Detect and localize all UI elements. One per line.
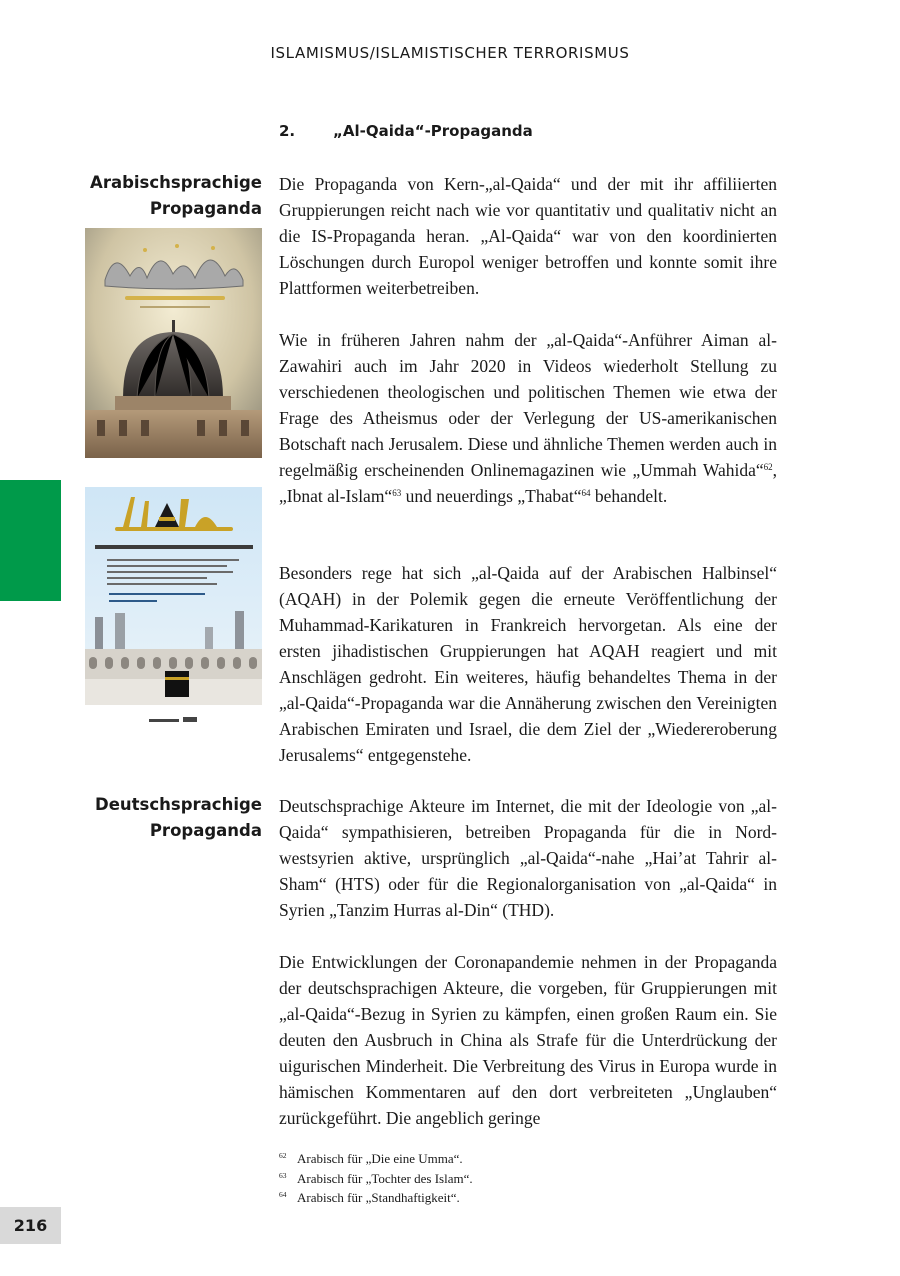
page-number: 216: [0, 1207, 61, 1244]
paragraph-4: Deutschsprachige Akteure im Internet, die mit der Ideologie von „al-Qaida“ sympathisieren, betreiben Propaganda für die in Nordwestsyrien aktive, ursprünglich „al-Qaida“-nahe „Hai’at Tahrir al-Sham“ (HTS) oder für die Regionalorganisation von „al-Qaida“ in Syrien „Tanzim Hurras al-Din“ (THD).: [279, 796, 777, 920]
footnote-64: $^{64}$ Arabisch für „Standhaftigkeit“.: [279, 1190, 460, 1205]
paragraph-1: Die Propaganda von Kern-„al-Qaida“ und der mit ihr affiliierten Gruppierungen reicht nach wie vor quantitativ und qualitativ nicht an die IS-Propaganda heran. „Al-Qaida“ war von den koordinierten Löschungen durch Europol weniger betroffen und konnte somit ihre Plattformen weiterbetreiben.: [279, 174, 777, 298]
side-label-arabic: [60, 170, 262, 222]
footnote-62-text: Arabisch für „Die eine Umma“.: [297, 1151, 463, 1166]
chapter-tab-marker: [0, 480, 61, 601]
paragraph-2-mid2: und neuerdings „Thabat“: [401, 486, 582, 506]
footnote-63: $^{63}$ Arabisch für „Tochter des Islam“.: [279, 1170, 473, 1186]
section-number: 2.: [279, 122, 296, 140]
footnote-ref-62[interactable]: 62: [763, 462, 773, 472]
side-label-german-line2: Propaganda: [149, 821, 262, 840]
paragraph-5: Die Entwicklungen der Coronapandemie nehmen in der Propaganda der deutschsprachigen Akteure, die vorgeben, für Gruppierungen mit „al-Qaida“-Bezug in Syrien zu kämpfen, einen großen Raum ein. Sie deuten den Ausbruch in China als Strafe für die Unterdrückung der uigurischen Minderheit. Die Verbreitung des Virus in Europa wurde in hämischen Kommentaren auf den dort verbreiteten „Unglauben“ zurückgeführt. Die angeblich geringe: [279, 952, 777, 1128]
paragraph-2: [279, 327, 777, 509]
paragraph-2-mid1: , „Ibnat al-Islam“: [279, 460, 777, 506]
side-label-german: [60, 792, 262, 844]
footnote-64-text: Arabisch für „Standhaftigkeit“.: [297, 1190, 460, 1205]
footnote-63-text: Arabisch für „Tochter des Islam“.: [297, 1170, 473, 1186]
side-label-arabic-line2: Propaganda: [149, 199, 262, 218]
side-label-arabic-line1: Arabischsprachige: [90, 173, 262, 192]
side-label-german-line1: Deutschsprachige: [95, 795, 262, 814]
footnote-ref-63[interactable]: 63: [392, 488, 402, 498]
footnotes: [279, 1149, 777, 1208]
paragraph-2-end: behandelt.: [590, 486, 668, 506]
footnote-62: $^{62}$ Arabisch für „Die eine Umma“.: [279, 1151, 463, 1166]
magazine-cover-dome-of-the-rock: [85, 228, 262, 458]
magazine-cover-kaaba: [85, 487, 262, 735]
paragraph-2-main: Wie in früheren Jahren nahm der „al-Qaida“-Anführer Aiman al-Zawahiri auch im Jahr 2020 in Videos wiederholt Stellung zu verschiedenen theologischen und politischen Themen wie etwa der Frage des Atheismus oder der Verlegung der US-amerikanischen Botschaft nach Jerusalem. Diese und ähnliche Themen werden auch in regelmäßig erscheinenden Onlinemagazinen wie „Ummah Wahida“: [279, 330, 777, 480]
kaaba-cover-illustration: [85, 487, 262, 735]
footnote-ref-64[interactable]: 64: [581, 488, 591, 498]
paragraph-3: Besonders rege hat sich „al-Qaida auf der Arabischen Halbinsel“ (AQAH) in der Polemik gegen die erneute Veröffentlichung der Muhammad-Karikaturen in Frankreich hervorgetan. Als eine der ersten jihadistischen Gruppierungen hat AQAH reagiert und mit Anschlägen gedroht. Ein weiteres, häufig behandeltes Thema in der „al-Qaida“-Propaganda war die Annäherung zwischen den Vereinigten Arabischen Emiraten und Israel, die dem Ziel der „Wiedereroberung Jerusalems“ entgegenstehe.: [279, 563, 777, 765]
dome-cover-illustration: [85, 228, 262, 458]
section-heading: [279, 122, 533, 140]
running-head: ISLAMISMUS/ISLAMISTISCHER TERRORISMUS: [270, 44, 630, 62]
section-title: „Al-Qaida“-Propaganda: [333, 122, 533, 140]
